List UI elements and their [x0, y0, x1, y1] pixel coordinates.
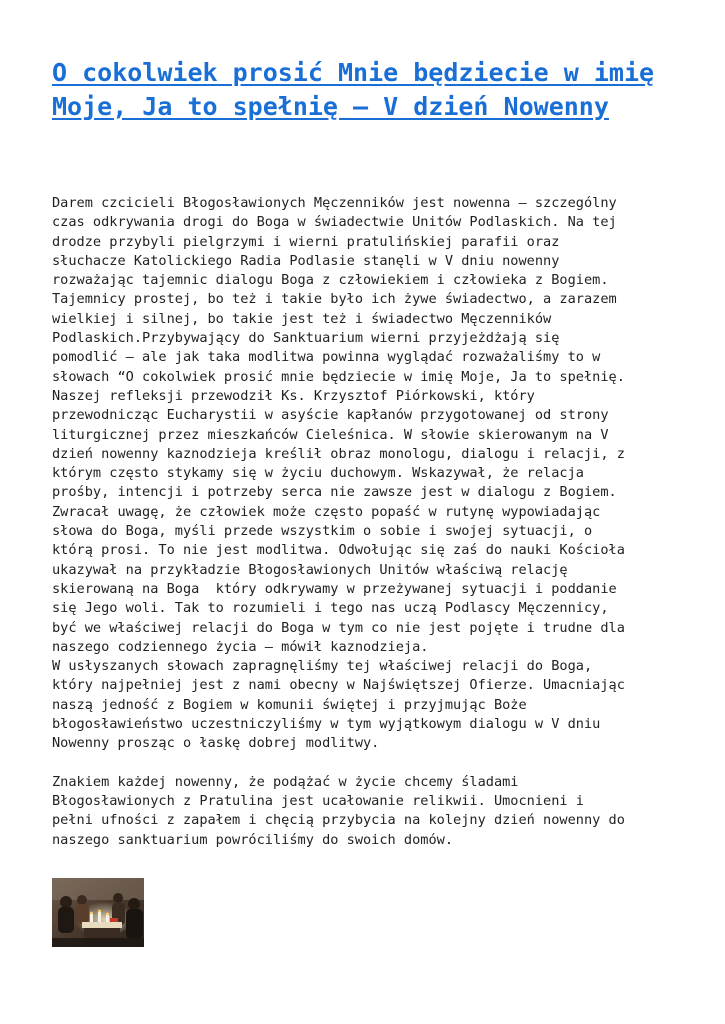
text-line: prośby, intencji i potrzeby serca nie zawsze jest w dialogu z Bogiem. [52, 484, 617, 501]
text-line: naszego codziennego życia – mówił kaznodzieja. [52, 638, 429, 655]
text-line: Darem czcicieli Błogosławionych Męczenników jest nowenna – szczególny [52, 195, 617, 211]
post-title-link[interactable]: O cokolwiek prosić Mnie będziecie w imię Moje, Ja to spełnię – V dzień Nowenny [52, 58, 655, 121]
photo-image [52, 878, 144, 947]
text-line: słowach “O cokolwiek prosić mnie będziecie w imię Moje, Ja to spełnię. [52, 368, 625, 385]
text-line: drodze przybyli pielgrzymi i wierni pratulińskiej parafii oraz [52, 233, 560, 250]
text-line: Zwracał uwagę, że człowiek może często popaść w rutynę wypowiadając [52, 503, 601, 520]
text-line: liturgicznej przez mieszkańców Cieleśnica. W słowie skierowanym na V [52, 426, 609, 443]
text-line: Naszej refleksji przewodził Ks. Krzysztof Piórkowski, który [52, 387, 535, 404]
text-line: naszego sanktuarium powróciliśmy do swoich domów. [52, 831, 454, 848]
text-line: skierowaną na Boga który odkrywamy w przeżywanej sytuacji i poddanie [52, 580, 617, 597]
text-line: ukazywał na przykładzie Błogosławionych Unitów właściwą relację [52, 561, 568, 578]
text-line: pełni ufności z zapałem i chęcią przybycia na kolejny dzień nowenny do [52, 812, 625, 829]
text-line: błogosławieństwo uczestniczyliśmy w tym wyjątkowym dialogu w V dniu [52, 716, 601, 733]
text-line: rozważając tajemnic dialogu Boga z człowiekiem i człowieka z Bogiem. [52, 272, 609, 289]
text-line: Podlaskich.Przybywający do Sanktuarium wierni przyjeżdżają się [52, 330, 560, 347]
text-line: być we właściwej relacji do Boga w tym co nie jest pojęte i trudne dla [52, 619, 625, 636]
text-line: czas odkrywania drogi do Boga w świadectwie Unitów Podlaskich. Na tej [52, 214, 617, 231]
paragraph-1 [52, 194, 672, 754]
text-line: Znakiem każdej nowenny, że podążać w życie chcemy śladami [52, 773, 519, 790]
text-line: przewodnicząc Eucharystii w asyście kapłanów przygotowanej od strony [52, 407, 609, 424]
text-line: się Jego woli. Tak to rozumieli i tego nas uczą Podlascy Męczennicy, [52, 600, 609, 617]
text-line: który najpełniej jest z nami obecny w Najświętszej Ofierze. Umacniając [52, 677, 625, 694]
text-line: W usłyszanych słowach zapragnęliśmy tej właściwej relacji do Boga, [52, 658, 593, 675]
text-line: Błogosławionych z Pratulina jest ucałowanie relikwii. Umocnieni i [52, 792, 584, 809]
text-line: pomodlić – ale jak taka modlitwa powinna wyglądać rozważaliśmy to w [52, 349, 601, 366]
text-line: Nowenny prosząc o łaskę dobrej modlitwy. [52, 735, 380, 752]
text-line: naszą jedność z Bogiem w komunii świętej i przyjmując Boże [52, 696, 527, 713]
text-line: którą prosi. To nie jest modlitwa. Odwołując się zaś do nauki Kościoła [52, 542, 625, 559]
text-line: wielkiej i silnej, bo takie jest też i świadectwo Męczenników [52, 310, 552, 327]
paragraph-2 [52, 773, 672, 850]
post-title [52, 56, 672, 124]
text-line: Tajemnicy prostej, bo też i takie było ich żywe świadectwo, a zarazem [52, 291, 617, 308]
text-line: którym często stykamy się w życiu duchowym. Wskazywał, że relacja [52, 465, 584, 482]
text-line: słowa do Boga, myśli przede wszystkim o sobie i swojej sytuacji, o [52, 523, 593, 540]
text-line: dzień nowenny kaznodzieja kreślił obraz monologu, dialogu i relacji, z [52, 445, 625, 462]
text-line: słuchacze Katolickiego Radia Podlasie stanęli w V dniu nowenny [52, 252, 560, 269]
gallery-photo-thumbnail[interactable] [52, 878, 144, 947]
post-body [52, 194, 672, 850]
